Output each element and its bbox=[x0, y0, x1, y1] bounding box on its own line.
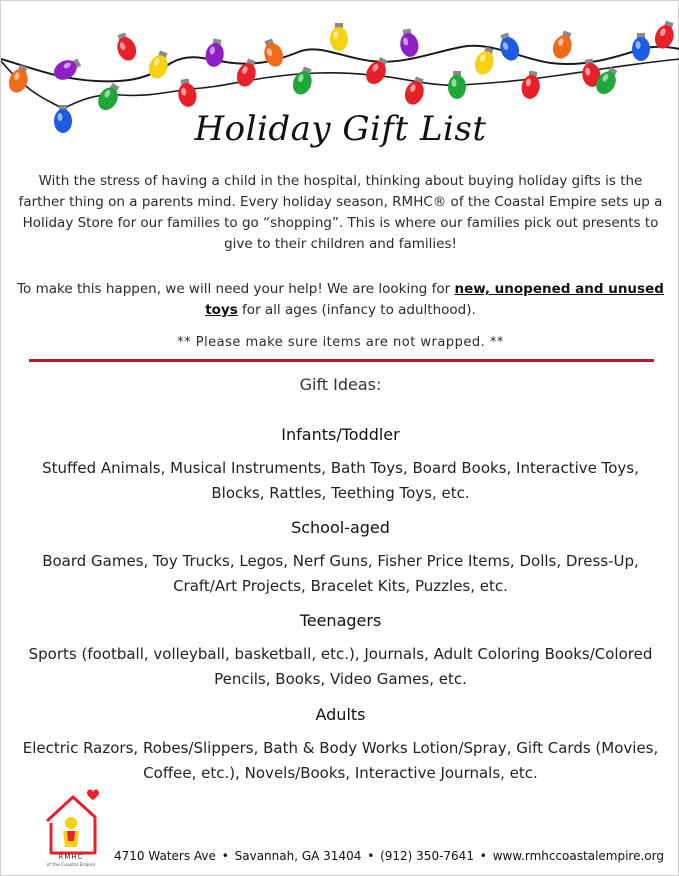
help-text-emphasis: new, unopened and unused toys bbox=[205, 281, 664, 318]
footer-separator: • bbox=[221, 849, 229, 863]
light-bulb bbox=[398, 28, 421, 59]
footer-separator: • bbox=[479, 849, 487, 863]
light-string bbox=[1, 46, 679, 82]
light-bulb bbox=[550, 29, 576, 61]
light-bulb bbox=[520, 70, 543, 101]
help-text-before: To make this happen, we will need your help! We are looking for bbox=[17, 281, 455, 297]
light-bulb bbox=[472, 45, 498, 77]
light-bulb bbox=[234, 57, 260, 89]
category-title-teenagers: Teenagers bbox=[299, 611, 382, 630]
logo-subtitle: of the Coastal Empire bbox=[46, 863, 96, 867]
light-bulb bbox=[204, 38, 227, 69]
light-bulb bbox=[176, 78, 199, 109]
wrapping-note: ** Please make sure items are not wrapped. ** bbox=[177, 335, 504, 350]
category-title-infants: Infants/Toddler bbox=[281, 425, 400, 444]
light-bulb bbox=[448, 71, 466, 99]
rmhc-logo bbox=[37, 781, 117, 867]
footer-contact bbox=[113, 849, 665, 863]
light-bulb bbox=[330, 23, 348, 51]
category-items-teenagers: Sports (football, volleyball, basketball, etc.), Journals, Adult Coloring Books/Colored Pencils, Books, Video Games, etc. bbox=[28, 645, 653, 688]
footer-phone[interactable]: (912) 350-7641 bbox=[380, 849, 474, 863]
light-bulb bbox=[260, 37, 286, 69]
page-title: Holiday Gift List bbox=[194, 109, 487, 149]
light-bulb bbox=[496, 31, 522, 63]
category-items-adults: Electric Razors, Robes/Slippers, Bath & Body Works Lotion/Spray, Gift Cards (Movies, Coffee, etc.), Novels/Books, Interactive Journals, etc. bbox=[22, 739, 659, 782]
category-title-adults: Adults bbox=[315, 705, 366, 724]
intro-paragraph: With the stress of having a child in the hospital, thinking about buying holiday gifts is the farther thing on a parents mind. Every holiday season, RMHC® of the Coastal Empire sets up a Holiday Store for our families to go “shopping”. This is where our families pick out presents to give to their children and families! bbox=[18, 173, 663, 252]
footer-city: Savannah, GA 31404 bbox=[234, 849, 362, 863]
footer-address: 4710 Waters Ave bbox=[114, 849, 216, 863]
category-title-school-aged: School-aged bbox=[291, 518, 390, 537]
light-bulb bbox=[290, 65, 316, 97]
logo-name: RMHC bbox=[58, 853, 84, 861]
light-bulb bbox=[632, 33, 650, 61]
footer-separator: • bbox=[367, 849, 375, 863]
help-paragraph bbox=[17, 279, 664, 321]
gift-ideas-heading: Gift Ideas: bbox=[299, 375, 382, 394]
category-items-school-aged: Board Games, Toy Trucks, Legos, Nerf Guns, Fisher Price Items, Dolls, Dress-Up, Craft/Art Projects, Bracelet Kits, Puzzles, etc. bbox=[42, 552, 639, 595]
help-text-after: for all ages (infancy to adulthood). bbox=[237, 302, 476, 318]
divider bbox=[29, 359, 654, 362]
category-items-infants: Stuffed Animals, Musical Instruments, Bath Toys, Board Books, Interactive Toys, Blocks, Rattles, Teething Toys, etc. bbox=[42, 459, 639, 502]
footer-website-link[interactable]: www.rmhccoastalempire.org bbox=[492, 849, 664, 863]
heart-icon bbox=[87, 789, 99, 800]
light-bulb bbox=[113, 31, 139, 63]
